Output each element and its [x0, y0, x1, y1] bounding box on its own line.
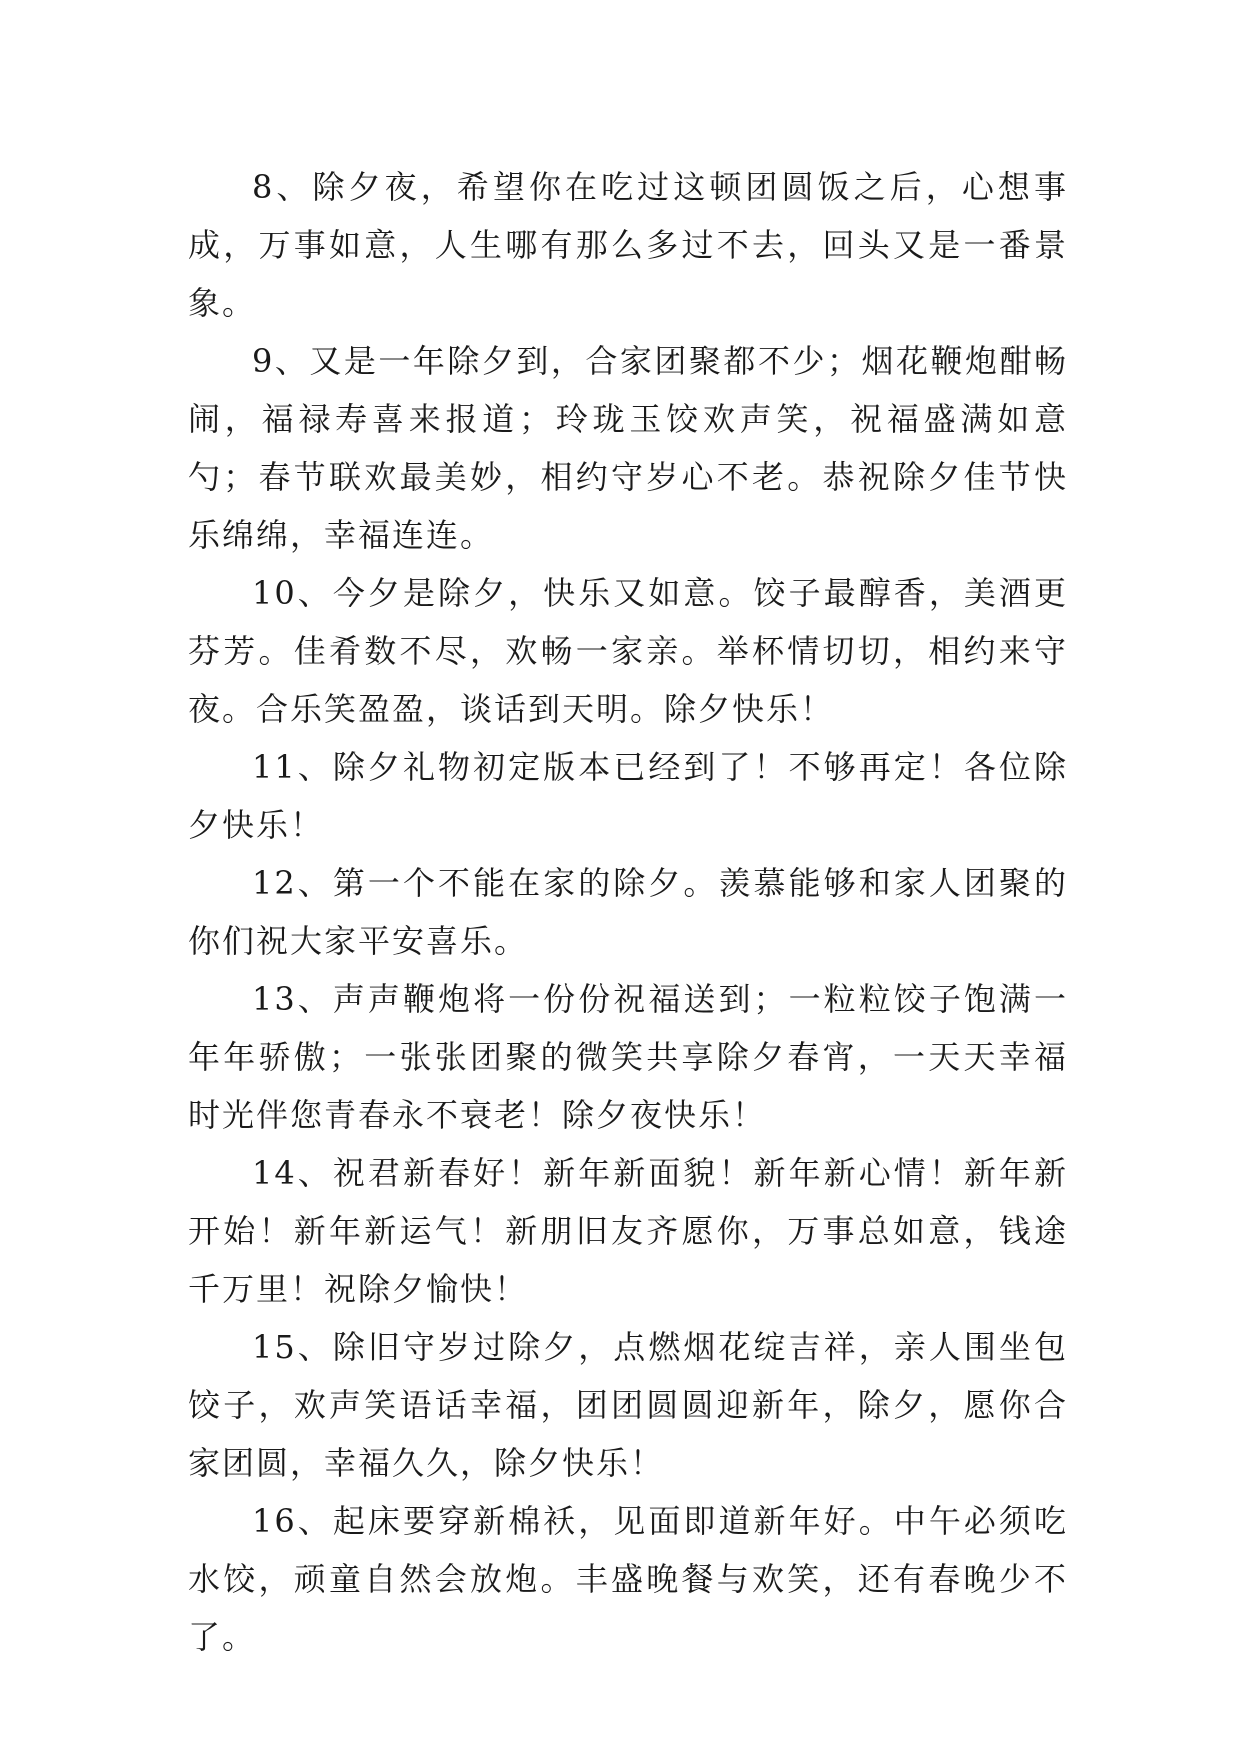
paragraph-12: 12、第一个不能在家的除夕。羡慕能够和家人团聚的你们祝大家平安喜乐。	[188, 864, 1068, 960]
paragraph-16: 16、起床要穿新棉袄，见面即道新年好。中午必须吃水饺，顽童自然会放炮。丰盛晚餐与欢笑，还有春晚少不了。	[188, 1502, 1068, 1656]
document-body	[188, 158, 1068, 1666]
paragraph-14: 14、祝君新春好！新年新面貌！新年新心情！新年新开始！新年新运气！新朋旧友齐愿你，万事总如意，钱途千万里！祝除夕愉快！	[188, 1154, 1068, 1308]
paragraph-15: 15、除旧守岁过除夕，点燃烟花绽吉祥，亲人围坐包饺子，欢声笑语话幸福，团团圆圆迎新年，除夕，愿你合家团圆，幸福久久，除夕快乐！	[188, 1328, 1068, 1482]
paragraph-10: 10、今夕是除夕，快乐又如意。饺子最醇香，美酒更芬芳。佳肴数不尽，欢畅一家亲。举杯情切切，相约来守夜。合乐笑盈盈，谈话到天明。除夕快乐！	[188, 574, 1068, 728]
paragraph-11: 11、除夕礼物初定版本已经到了！不够再定！各位除夕快乐！	[188, 748, 1068, 844]
paragraph-8: 8、除夕夜，希望你在吃过这顿团圆饭之后，心想事成，万事如意，人生哪有那么多过不去，回头又是一番景象。	[188, 168, 1068, 322]
paragraph-13: 13、声声鞭炮将一份份祝福送到；一粒粒饺子饱满一年年骄傲；一张张团聚的微笑共享除夕春宵，一天天幸福时光伴您青春永不衰老！除夕夜快乐！	[188, 980, 1068, 1134]
paragraph-9: 9、又是一年除夕到，合家团聚都不少；烟花鞭炮酣畅闹，福禄寿喜来报道；玲珑玉饺欢声笑，祝福盛满如意勺；春节联欢最美妙，相约守岁心不老。恭祝除夕佳节快乐绵绵，幸福连连。	[188, 342, 1068, 554]
